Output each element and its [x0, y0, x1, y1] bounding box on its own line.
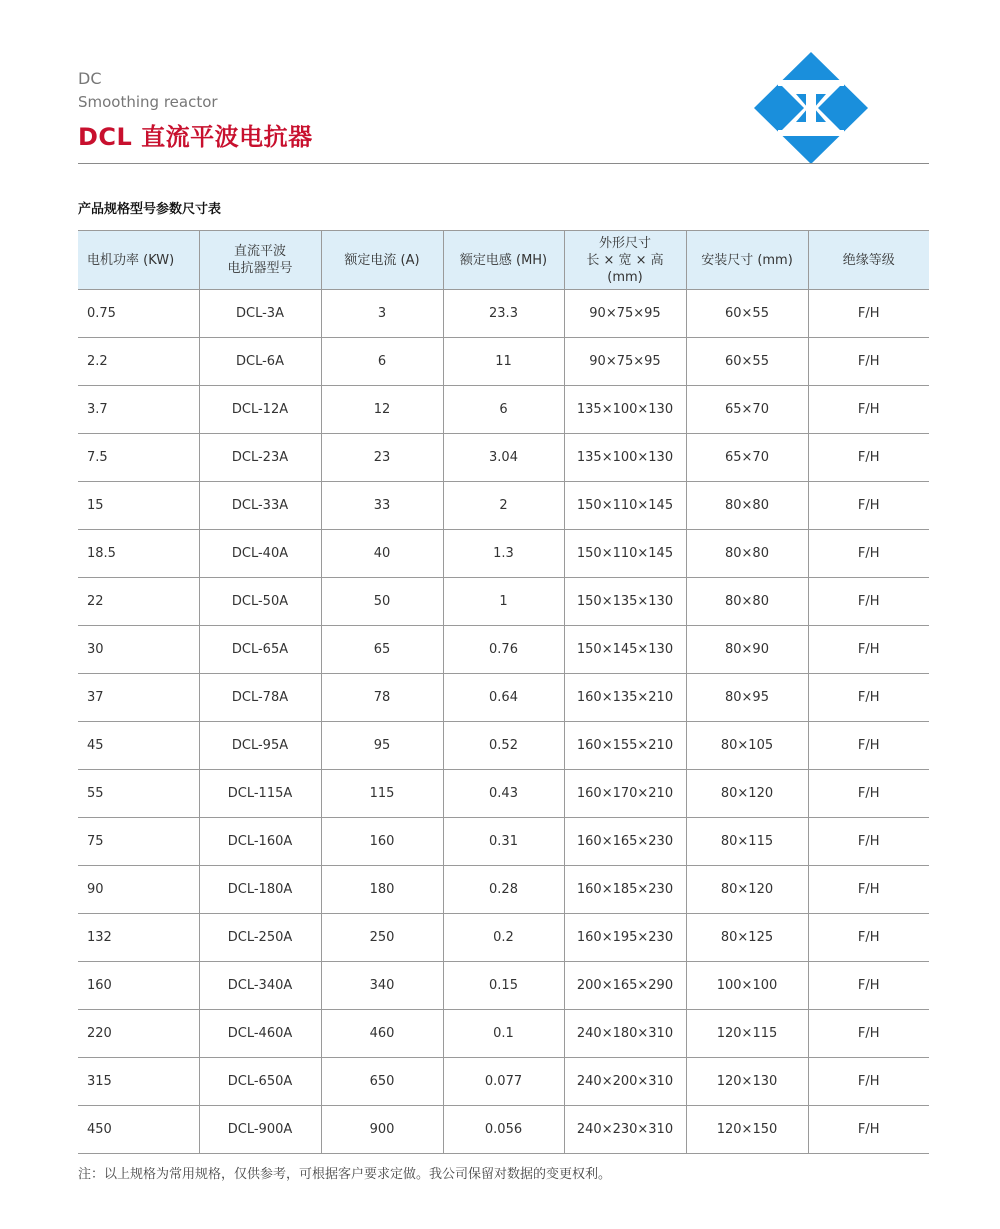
table-cell: DCL-3A: [199, 290, 321, 338]
table-cell: 460: [321, 1010, 443, 1058]
column-header-line: 安装尺寸 (mm): [701, 252, 793, 268]
table-cell: F/H: [808, 914, 929, 962]
page-header: [78, 68, 313, 152]
table-cell: DCL-900A: [199, 1106, 321, 1154]
column-header-line: 电机功率 (KW): [87, 252, 175, 268]
subtitle-dc: DC: [78, 69, 102, 88]
table-cell: 50: [321, 578, 443, 626]
table-cell: F/H: [808, 578, 929, 626]
table-cell: DCL-180A: [199, 866, 321, 914]
column-header: [808, 231, 929, 290]
table-cell: 90×75×95: [564, 338, 686, 386]
table-cell: 132: [78, 914, 199, 962]
table-cell: 75: [78, 818, 199, 866]
table-cell: 0.2: [443, 914, 564, 962]
table-cell: 240×180×310: [564, 1010, 686, 1058]
table-cell: 0.43: [443, 770, 564, 818]
table-cell: 80×90: [686, 626, 808, 674]
table-cell: 180: [321, 866, 443, 914]
table-cell: 160: [321, 818, 443, 866]
table-cell: 90×75×95: [564, 290, 686, 338]
table-cell: 100×100: [686, 962, 808, 1010]
table-row: [78, 434, 929, 482]
table-cell: 23.3: [443, 290, 564, 338]
table-cell: 80×80: [686, 578, 808, 626]
table-cell: DCL-33A: [199, 482, 321, 530]
table-cell: DCL-50A: [199, 578, 321, 626]
table-cell: 650: [321, 1058, 443, 1106]
table-cell: 55: [78, 770, 199, 818]
table-cell: 2: [443, 482, 564, 530]
table-cell: 120×130: [686, 1058, 808, 1106]
table-cell: 80×80: [686, 530, 808, 578]
table-cell: 90: [78, 866, 199, 914]
table-row: [78, 914, 929, 962]
table-cell: F/H: [808, 482, 929, 530]
table-cell: 33: [321, 482, 443, 530]
table-cell: 65: [321, 626, 443, 674]
table-row: [78, 818, 929, 866]
table-cell: 0.077: [443, 1058, 564, 1106]
table-cell: DCL-250A: [199, 914, 321, 962]
column-header-line: 绝缘等级: [842, 252, 895, 268]
table-cell: 150×145×130: [564, 626, 686, 674]
table-cell: DCL-6A: [199, 338, 321, 386]
column-header: [199, 231, 321, 290]
table-cell: 0.1: [443, 1010, 564, 1058]
table-cell: 450: [78, 1106, 199, 1154]
header-divider: [78, 163, 929, 164]
table-cell: 95: [321, 722, 443, 770]
table-row: [78, 770, 929, 818]
column-header-line: 额定电流 (A): [344, 252, 420, 268]
table-cell: 150×135×130: [564, 578, 686, 626]
subtitle-smoothing-reactor: Smoothing reactor: [78, 93, 218, 111]
table-cell: 6: [443, 386, 564, 434]
table-row: [78, 962, 929, 1010]
table-cell: 0.15: [443, 962, 564, 1010]
section-title: 产品规格型号参数尺寸表: [78, 202, 222, 217]
table-cell: 6: [321, 338, 443, 386]
page-title: DCL 直流平波电抗器: [78, 123, 313, 151]
table-row: [78, 722, 929, 770]
table-row: [78, 290, 929, 338]
table-cell: 0.52: [443, 722, 564, 770]
table-row: [78, 530, 929, 578]
table-cell: 45: [78, 722, 199, 770]
table-cell: 80×95: [686, 674, 808, 722]
table-cell: 0.056: [443, 1106, 564, 1154]
table-cell: 250: [321, 914, 443, 962]
table-cell: 0.64: [443, 674, 564, 722]
table-cell: 240×230×310: [564, 1106, 686, 1154]
table-cell: DCL-460A: [199, 1010, 321, 1058]
column-header: [78, 231, 199, 290]
table-cell: F/H: [808, 386, 929, 434]
table-cell: DCL-340A: [199, 962, 321, 1010]
table-row: [78, 578, 929, 626]
table-cell: 65×70: [686, 386, 808, 434]
table-cell: 160: [78, 962, 199, 1010]
table-row: [78, 866, 929, 914]
table-cell: 160×185×230: [564, 866, 686, 914]
table-cell: 160×155×210: [564, 722, 686, 770]
table-cell: DCL-115A: [199, 770, 321, 818]
table-row: [78, 386, 929, 434]
column-header-line: 外形尺寸: [598, 235, 651, 251]
table-cell: 11: [443, 338, 564, 386]
table-cell: F/H: [808, 1010, 929, 1058]
table-cell: 37: [78, 674, 199, 722]
table-cell: 3.7: [78, 386, 199, 434]
table-cell: F/H: [808, 338, 929, 386]
column-header: [443, 231, 564, 290]
table-cell: 1: [443, 578, 564, 626]
table-cell: 150×110×145: [564, 530, 686, 578]
table-cell: 0.28: [443, 866, 564, 914]
table-cell: 80×120: [686, 866, 808, 914]
table-cell: 240×200×310: [564, 1058, 686, 1106]
table-cell: 120×150: [686, 1106, 808, 1154]
table-cell: F/H: [808, 866, 929, 914]
table-cell: 12: [321, 386, 443, 434]
table-header-row: [78, 231, 929, 290]
table-cell: 220: [78, 1010, 199, 1058]
column-header-line: 电抗器型号: [227, 261, 293, 276]
spec-table: [78, 230, 929, 1154]
table-cell: 40: [321, 530, 443, 578]
table-cell: 1.3: [443, 530, 564, 578]
table-cell: 15: [78, 482, 199, 530]
table-row: [78, 482, 929, 530]
table-cell: F/H: [808, 674, 929, 722]
table-cell: F/H: [808, 770, 929, 818]
table-cell: F/H: [808, 626, 929, 674]
table-cell: 65×70: [686, 434, 808, 482]
x-diamond-logo-icon: [752, 50, 870, 166]
table-cell: 78: [321, 674, 443, 722]
table-cell: 150×110×145: [564, 482, 686, 530]
table-cell: F/H: [808, 290, 929, 338]
table-cell: 7.5: [78, 434, 199, 482]
table-cell: 315: [78, 1058, 199, 1106]
table-cell: DCL-65A: [199, 626, 321, 674]
table-cell: 0.75: [78, 290, 199, 338]
table-cell: DCL-160A: [199, 818, 321, 866]
table-cell: 80×105: [686, 722, 808, 770]
footnote: 注：以上规格为常用规格，仅供参考，可根据客户要求定做。我公司保留对数据的变更权利。: [78, 1167, 612, 1182]
table-cell: DCL-23A: [199, 434, 321, 482]
table-cell: F/H: [808, 818, 929, 866]
table-cell: 160×170×210: [564, 770, 686, 818]
column-header-line: 额定电感 (MH): [459, 252, 548, 268]
table-cell: F/H: [808, 1058, 929, 1106]
table-cell: DCL-12A: [199, 386, 321, 434]
table-cell: DCL-95A: [199, 722, 321, 770]
table-cell: 18.5: [78, 530, 199, 578]
table-cell: 135×100×130: [564, 386, 686, 434]
table-cell: 0.31: [443, 818, 564, 866]
table-cell: F/H: [808, 434, 929, 482]
table-cell: 80×115: [686, 818, 808, 866]
table-cell: 160×165×230: [564, 818, 686, 866]
table-cell: DCL-40A: [199, 530, 321, 578]
table-cell: 0.76: [443, 626, 564, 674]
table-cell: 23: [321, 434, 443, 482]
table-row: [78, 674, 929, 722]
table-cell: 30: [78, 626, 199, 674]
table-row: [78, 338, 929, 386]
table-row: [78, 1058, 929, 1106]
table-cell: 3: [321, 290, 443, 338]
table-cell: F/H: [808, 530, 929, 578]
table-cell: F/H: [808, 722, 929, 770]
table-cell: 60×55: [686, 338, 808, 386]
table-cell: 900: [321, 1106, 443, 1154]
table-cell: 135×100×130: [564, 434, 686, 482]
column-header-line: 直流平波: [233, 244, 286, 259]
table-cell: 160×135×210: [564, 674, 686, 722]
table-cell: F/H: [808, 1106, 929, 1154]
table-cell: 200×165×290: [564, 962, 686, 1010]
table-cell: 3.04: [443, 434, 564, 482]
table-row: [78, 1010, 929, 1058]
table-cell: 22: [78, 578, 199, 626]
table-cell: DCL-650A: [199, 1058, 321, 1106]
table-cell: DCL-78A: [199, 674, 321, 722]
table-cell: 115: [321, 770, 443, 818]
column-header-line: 长 × 宽 × 高 (mm): [586, 252, 664, 285]
table-cell: 80×80: [686, 482, 808, 530]
table-body: [78, 290, 929, 1154]
column-header: [321, 231, 443, 290]
table-cell: 160×195×230: [564, 914, 686, 962]
column-header: [686, 231, 808, 290]
table-cell: 80×120: [686, 770, 808, 818]
table-row: [78, 1106, 929, 1154]
table-cell: 60×55: [686, 290, 808, 338]
table-cell: F/H: [808, 962, 929, 1010]
table-cell: 340: [321, 962, 443, 1010]
table-cell: 2.2: [78, 338, 199, 386]
table-cell: 120×115: [686, 1010, 808, 1058]
table-cell: 80×125: [686, 914, 808, 962]
column-header: [564, 231, 686, 290]
table-row: [78, 626, 929, 674]
